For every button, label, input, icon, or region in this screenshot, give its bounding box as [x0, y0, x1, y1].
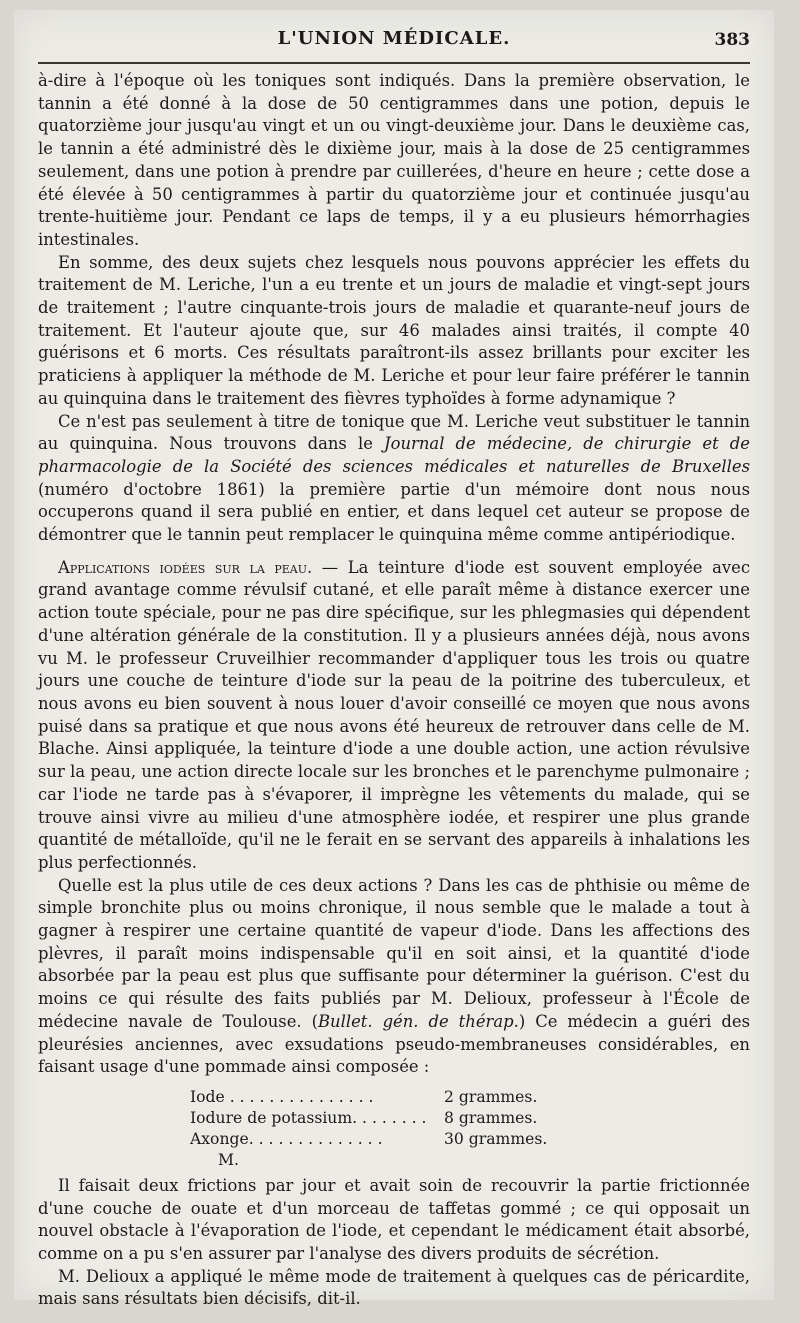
formula-ingredient: Iode . . . . . . . . . . . . . . . — [190, 1087, 374, 1106]
paragraph-text: Quelle est la plus utile de ces deux actions ? Dans les cas de phthisie ou même de simple bronchite plus ou moins chronique, il nous semble que le malade a tout à gagner à respirer une certaine quantité de vapeur d'iode. Dans les affections des plèvres, il paraît moins indispensable qu'il en soit ainsi, et la quantité d'iode absorbée par la peau est plus que suffisante pour déterminer la guérison. C'est du moins ce qui résulte des faits publiés par M. Delioux, professeur à l'École de médecine navale de Toulouse. ( — [38, 875, 750, 1031]
formula-row — [190, 1087, 750, 1108]
paragraph-frictions: Il faisait deux frictions par jour et avait soin de recouvrir la partie frictionnée d'une couche de ouate et d'un morceau de taffetas gommé ; ce qui opposait un nouvel obstacle à l'évaporation de l'iode, et cependant le médicament était absorbé, comme on a pu s'en assurer par l'analyse des divers produits de sécrétion. — [38, 1175, 750, 1264]
header-rule — [38, 62, 750, 64]
formula-ingredient: Axonge. . . . . . . . . . . . . . — [190, 1129, 383, 1148]
bulletin-citation: Bullet. gén. de thérap. — [318, 1011, 519, 1031]
page-number: 383 — [714, 30, 750, 50]
journal-page — [14, 10, 774, 1309]
paragraph-text: — La teinture d'iode est souvent employée avec grand avantage comme révulsif cutané, et elle paraît même à distance exercer une action toute spéciale, pour ne pas dire spécifique, sur les phlegmasies qui dépendent d'une altération générale de la constitution. Il y a plusieurs années déjà, nous avons vu M. le professeur Cruveilhier recommander d'appliquer tous les trois ou quatre jours une couche de teinture d'iode sur la peau de la poitrine des tuberculeux, et nous avons eu bien souvent à nous louer d'avoir conseillé ce moyen que nous avons puisé dans sa pratique et que nous avons été heureux de retrouver dans celle de M. Blache. Ainsi appliquée, la teinture d'iode a une double action, une action révulsive sur la peau, une action directe locale sur les bronches et le parenchyme pulmonaire ; car l'iode ne tarde pas à s'évaporer, il imprègne les vêtements du malade, qui se trouve ainsi vivre au milieu d'une atmosphère iodée, et respirer une plus grande quantité de métalloïde, qu'il ne le ferait en se servant des appareils à inhalations les plus perfectionnés. — [38, 557, 750, 872]
paragraph-tannin-observations: à-dire à l'époque où les toniques sont indiqués. Dans la première observation, le tannin a été donné à la dose de 50 centigrammes dans une potion, depuis le quatorzième jour jusqu'au vingt et un ou vingt-deuxième jour. Dans le deuxième cas, le tannin a été administré dès le dixième jour, mais à la dose de 25 centigrammes seulement, dans une potion à prendre par cuillerées, d'heure en heure ; cette dose a été élevée à 50 centigrammes à partir du quatorzième jour et continuée jusqu'au trente-huitième jour. Pendant ce laps de temps, il y a eu plusieurs hémorrhagies intestinales. — [38, 71, 750, 249]
formula-quantity: 30 grammes. — [444, 1129, 548, 1148]
formula-quantity: 2 grammes. — [444, 1087, 538, 1106]
paragraph-summary: En somme, des deux sujets chez lesquels nous pouvons apprécier les effets du traitement de M. Leriche, l'un a eu trente et un jours de maladie et vingt-sept jours de traitement ; l'autre cinquante-trois jours de maladie et quarante-neuf jours de traitement. Et l'auteur ajoute que, sur 46 malades ainsi traités, il compte 40 guérisons et 6 morts. Ces résultats paraîtront-ils assez brillants pour exciter les praticiens à appliquer la méthode de M. Leriche et pour leur faire préférer le tannin au quinquina dans le traitement des fièvres typhoïdes à forme adynamique ? — [38, 252, 750, 408]
paragraph-pleurisy — [38, 875, 750, 1079]
paragraph-iodine-applications — [38, 557, 750, 875]
formula-quantity: 8 grammes. — [444, 1108, 538, 1127]
formula-ingredient: Iodure de potassium. . . . . . . . — [190, 1108, 427, 1127]
formula-mix-label: M. — [218, 1150, 239, 1169]
formula-row — [190, 1108, 750, 1129]
paragraph-text: (numéro d'octobre 1861) la première partie d'un mémoire dont nous nous occuperons quand il sera publié en entier, et dans lequel cet auteur se propose de démontrer que le tannin peut remplacer le quinquina même comme antipériodique. — [38, 479, 750, 545]
formula-mix-row — [190, 1150, 750, 1171]
paragraph-pericarditis: M. Delioux a appliqué le même mode de traitement à quelques cas de péricardite, mais sans résultats bien décisifs, dit-il. — [38, 1266, 750, 1309]
paragraph-text: ) Ce médecin a guéri des pleurésies anciennes, avec exsudations pseudo-membraneuses considérables, en faisant usage d'une pommade ainsi composée : — [38, 1011, 750, 1077]
section-heading: Applications iodées sur la peau. — [58, 557, 313, 577]
paragraph-antiperiodic — [38, 411, 750, 547]
ointment-formula — [190, 1087, 750, 1171]
paragraph-text: Ce n'est pas seulement à titre de tonique que M. Leriche veut substituer le tannin au quinquina. Nous trouvons dans le — [38, 411, 750, 454]
section-gap — [38, 547, 750, 557]
journal-citation: Journal de médecine, de chirurgie et de pharmacologie de la Société des sciences médicales et naturelles de Bruxelles — [38, 434, 750, 476]
page-header — [38, 28, 750, 68]
running-title: L'UNION MÉDICALE. — [277, 28, 511, 49]
formula-row — [190, 1129, 750, 1150]
article-body — [38, 70, 750, 1311]
